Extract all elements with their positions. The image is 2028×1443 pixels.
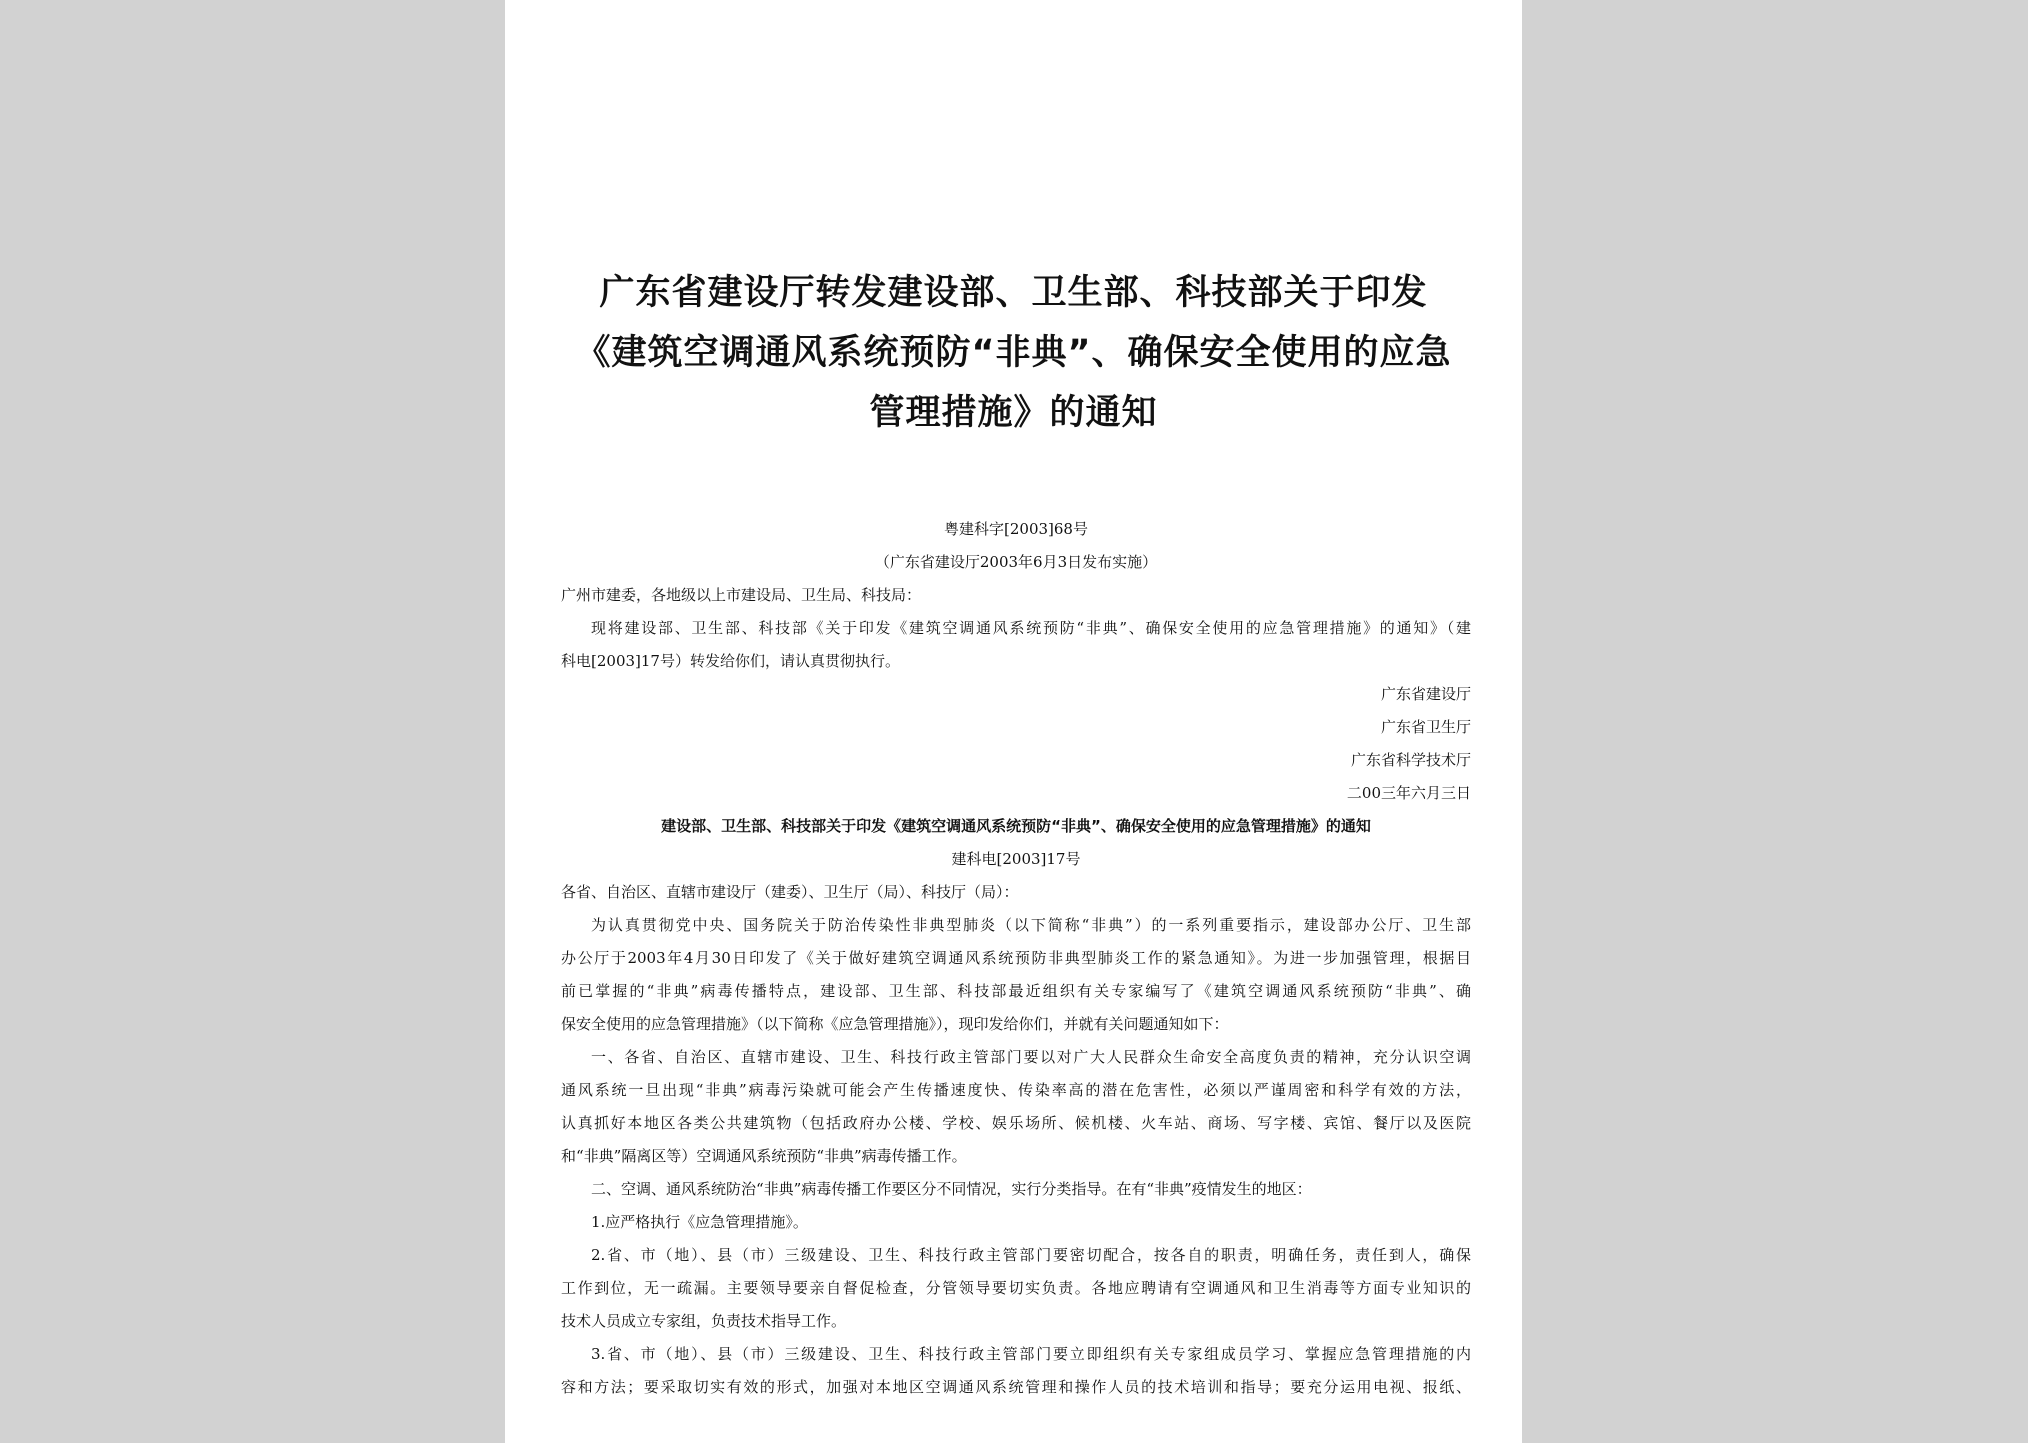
title-line-2: 《建筑空调通风系统预防“非典”、确保安全使用的应急 [575,333,1452,373]
document-title [565,263,1462,443]
forward-para-line-1: 现将建设部、卫生部、科技部《关于印发《建筑空调通风系统预防“非典”、确保安全使用的应急管理措施》的通知》（建 [591,619,1471,637]
item2-line-1: 2.省、市（地）、县（市）三级建设、卫生、科技行政主管部门要密切配合，按各自的职责，明确任务，责任到人，确保 [591,1246,1471,1264]
signatory-3: 广东省科学技术厅 [1350,751,1471,769]
para2-line-1: 一、各省、自治区、直辖市建设、卫生、科技行政主管部门要以对广大人民群众生命安全高度负责的精神，充分认识空调 [591,1048,1471,1066]
para3: 二、空调、通风系统防治“非典”病毒传播工作要区分不同情况，实行分类指导。在有“非典”疫情发生的地区： [591,1180,1312,1198]
item2-line-2: 工作到位，无一疏漏。主要领导要亲自督促检查，分管领导要切实负责。各地应聘请有空调通风和卫生消毒等方面专业知识的 [561,1279,1471,1297]
document-page [505,0,1522,1443]
sign-date: 二00三年六月三日 [1346,784,1471,802]
item2-line-3: 技术人员成立专家组，负责技术指导工作。 [561,1312,847,1330]
signatory-1: 广东省建设厅 [1380,685,1471,703]
issue-note: （广东省建设厅2003年6月3日发布实施） [874,553,1158,571]
forward-para-line-2: 科电[2003]17号）转发给你们，请认真贯彻执行。 [561,652,900,670]
signatory-2: 广东省卫生厅 [1380,718,1471,736]
para1-line-3: 前已掌握的“非典”病毒传播特点，建设部、卫生部、科技部最近组织有关专家编写了《建筑空调通风系统预防“非典”、确 [561,982,1471,1000]
para2-line-4: 和“非典”隔离区等）空调通风系统预防“非典”病毒传播工作。 [561,1147,967,1165]
sub-addressee: 各省、自治区、直辖市建设厅（建委）、卫生厅（局）、科技厅（局）： [561,883,1019,901]
item3-line-2: 容和方法；要采取切实有效的形式，加强对本地区空调通风系统管理和操作人员的技术培训和指导；要充分运用电视、报纸、 [561,1378,1471,1396]
sub-title: 建设部、卫生部、科技部关于印发《建筑空调通风系统预防“非典”、确保安全使用的应急管理措施》的通知 [661,817,1371,835]
sub-doc-number: 建科电[2003]17号 [951,850,1081,868]
document-body [561,513,1471,1404]
addressee: 广州市建委，各地级以上市建设局、卫生局、科技局： [561,586,922,604]
para1-line-4: 保安全使用的应急管理措施》（以下简称《应急管理措施》），现印发给你们，并就有关问题通知如下： [561,1015,1229,1033]
item3-line-1: 3.省、市（地）、县（市）三级建设、卫生、科技行政主管部门要立即组织有关专家组成员学习、掌握应急管理措施的内 [591,1345,1471,1363]
title-line-1: 广东省建设厅转发建设部、卫生部、科技部关于印发 [599,273,1428,313]
para1-line-1: 为认真贯彻党中央、国务院关于防治传染性非典型肺炎（以下简称“非典”）的一系列重要指示，建设部办公厅、卫生部 [591,916,1471,934]
item1: 1.应严格执行《应急管理措施》。 [591,1213,808,1231]
doc-number: 粤建科字[2003]68号 [944,520,1088,538]
para2-line-3: 认真抓好本地区各类公共建筑物（包括政府办公楼、学校、娱乐场所、候机楼、火车站、商场、写字楼、宾馆、餐厅以及医院 [561,1114,1471,1132]
para1-line-2: 办公厅于2003年4月30日印发了《关于做好建筑空调通风系统预防非典型肺炎工作的紧急通知》。为进一步加强管理，根据目 [561,949,1471,967]
para2-line-2: 通风系统一旦出现“非典”病毒污染就可能会产生传播速度快、传染率高的潜在危害性，必须以严谨周密和科学有效的方法， [561,1081,1471,1099]
title-line-3: 管理措施》的通知 [869,393,1158,433]
